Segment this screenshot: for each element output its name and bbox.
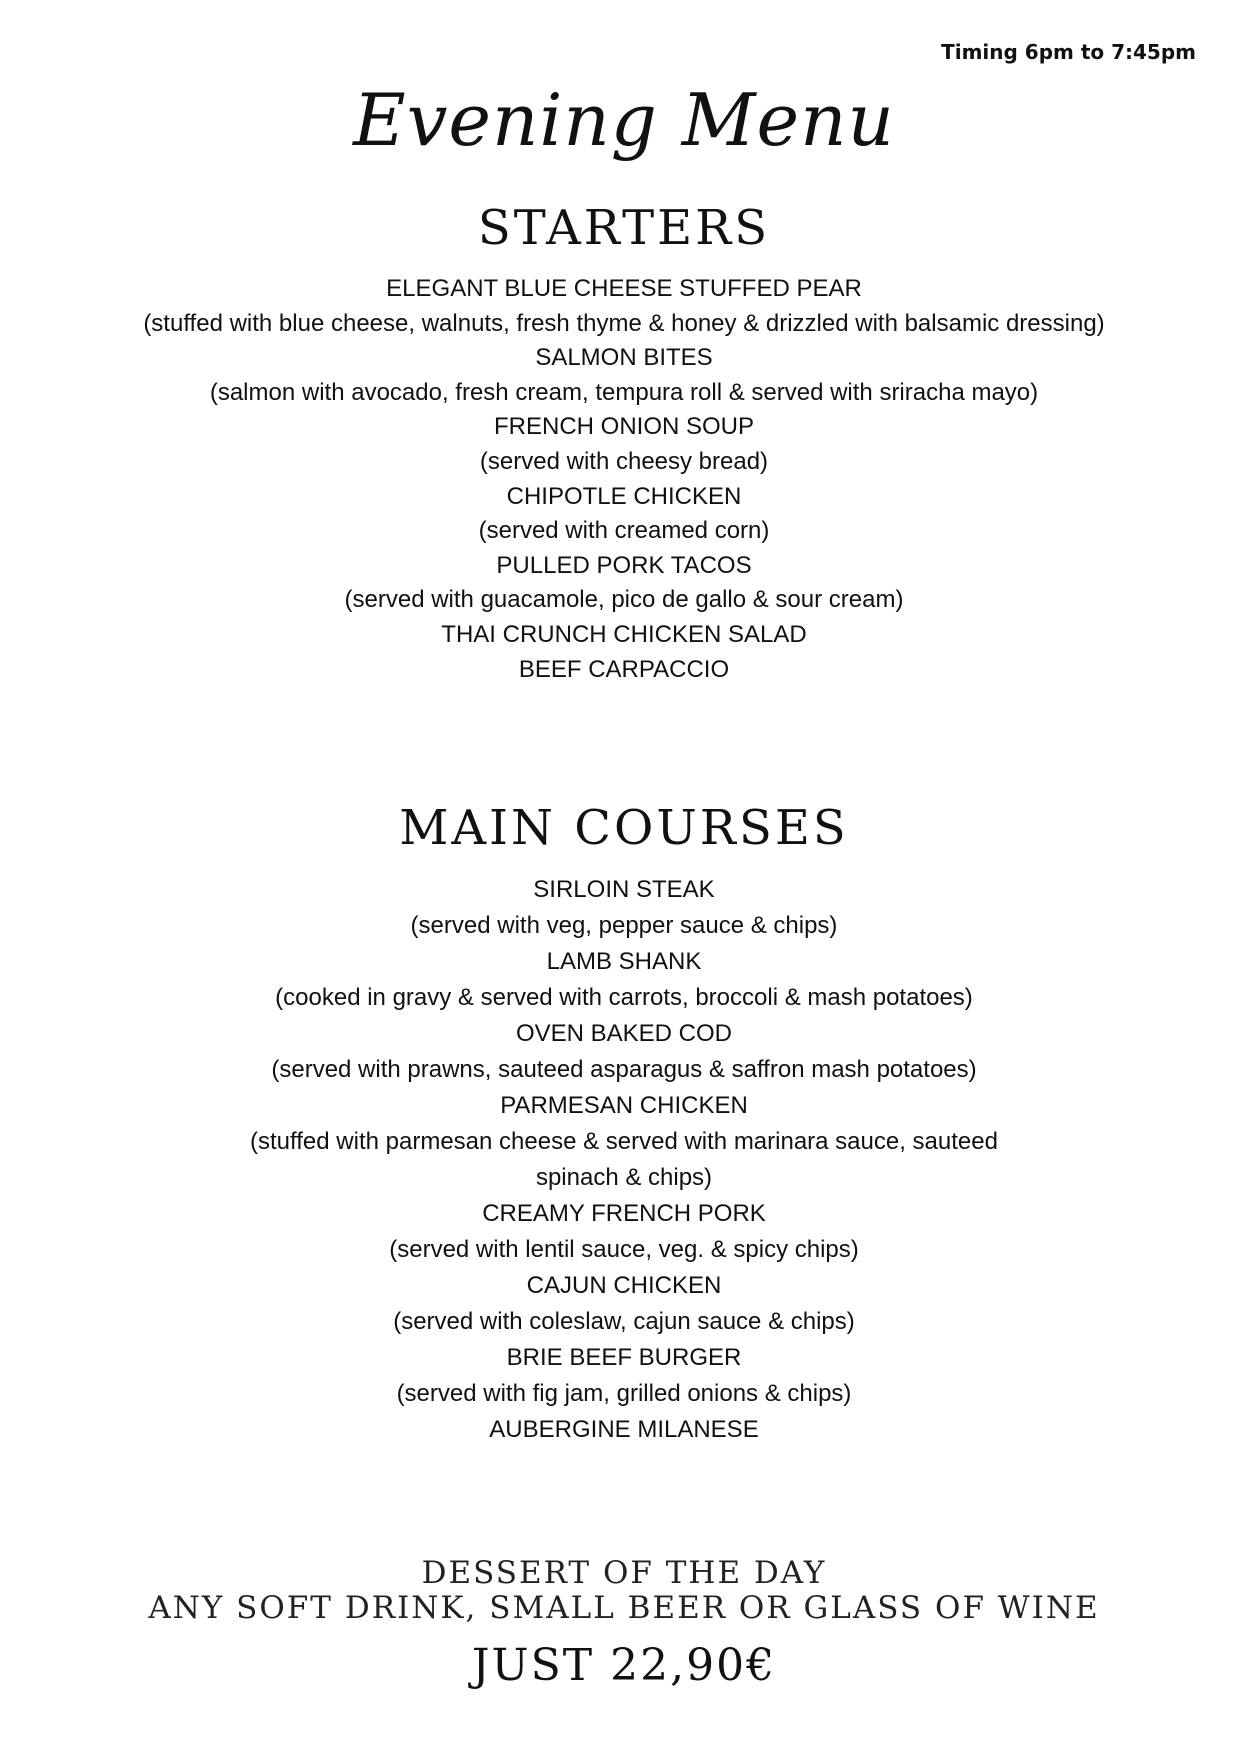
main-line: OVEN BAKED COD xyxy=(515,1020,733,1047)
main-line: (served with prawns, sauteed asparagus & saffron mash potatoes) xyxy=(271,1056,977,1083)
starter-line: (served with creamed corn) xyxy=(478,517,770,545)
main-courses-list xyxy=(0,872,1248,1448)
dessert-line: DESSERT OF THE DAY xyxy=(421,1555,827,1591)
starter-line: THAI CRUNCH CHICKEN SALAD xyxy=(441,620,807,648)
main-line: AUBERGINE MILANESE xyxy=(489,1416,759,1443)
starter-line: FRENCH ONION SOUP xyxy=(493,413,754,441)
starter-line: CHIPOTLE CHICKEN xyxy=(506,482,742,510)
main-line: (cooked in gravy & served with carrots, broccoli & mash potatoes) xyxy=(275,984,973,1011)
main-line: SIRLOIN STEAK xyxy=(533,876,715,903)
main-line: CREAMY FRENCH PORK xyxy=(482,1200,766,1227)
starter-line: (salmon with avocado, fresh cream, tempura roll & served with sriracha mayo) xyxy=(209,378,1039,406)
starters-heading: STARTERS xyxy=(477,200,771,256)
main-line: LAMB SHANK xyxy=(546,948,702,975)
starter-line: SALMON BITES xyxy=(535,344,713,372)
main-line: (served with lentil sauce, veg. & spicy chips) xyxy=(389,1236,859,1263)
menu-title: Evening Menu xyxy=(353,78,895,162)
drink-line: ANY SOFT DRINK, SMALL BEER OR GLASS OF WINE xyxy=(148,1590,1100,1626)
main-line: (served with veg, pepper sauce & chips) xyxy=(410,912,838,939)
starters-list xyxy=(0,272,1248,687)
main-courses-heading: MAIN COURSES xyxy=(399,800,849,856)
starter-line: (served with guacamole, pico de gallo & sour cream) xyxy=(344,586,904,614)
main-line: spinach & chips) xyxy=(535,1164,713,1191)
starter-line: BEEF CARPACCIO xyxy=(518,655,730,683)
starter-line: ELEGANT BLUE CHEESE STUFFED PEAR xyxy=(386,275,862,302)
price-line: JUST 22,90€ xyxy=(471,1640,777,1691)
starter-line: (served with cheesy bread) xyxy=(479,447,769,475)
timing-note: Timing 6pm to 7:45pm xyxy=(941,40,1196,64)
main-line: CAJUN CHICKEN xyxy=(526,1272,722,1299)
starter-line: (stuffed with blue cheese, walnuts, fresh thyme & honey & drizzled with balsamic dressing) xyxy=(143,309,1105,337)
main-line: (served with coleslaw, cajun sauce & chips) xyxy=(393,1308,855,1335)
main-line: (stuffed with parmesan cheese & served with marinara sauce, sauteed xyxy=(250,1128,998,1155)
main-line: (served with fig jam, grilled onions & chips) xyxy=(396,1380,852,1407)
starter-line: PULLED PORK TACOS xyxy=(496,551,752,579)
main-line: PARMESAN CHICKEN xyxy=(500,1092,748,1119)
main-line: BRIE BEEF BURGER xyxy=(506,1344,742,1371)
